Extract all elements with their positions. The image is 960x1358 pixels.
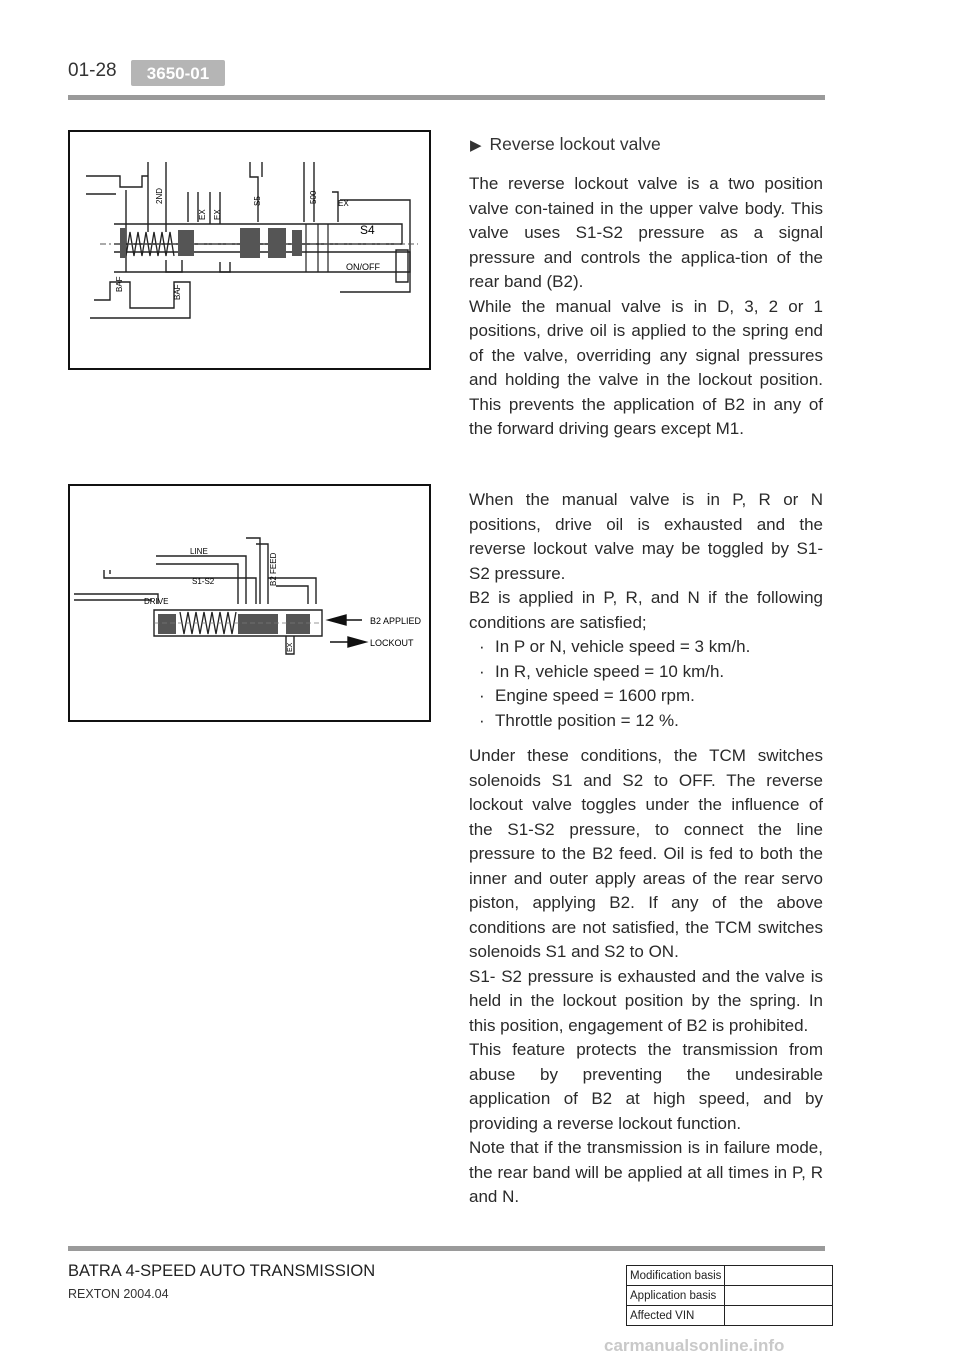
modification-basis-value [725,1266,833,1286]
section-code-badge: 3650-01 [131,60,225,86]
section-title-text: Reverse lockout valve [489,134,661,154]
modification-table [626,1265,833,1326]
paragraph-5: Under these conditions, the TCM switches solenoids S1 and S2 to OFF. The reverse lockout valve toggles under the influence of the S1-S2 pressure, to connect the line pressure to the B2 feed. Oil is fed to both the inner and outer apply areas of the rear servo piston, applying B2. If any of the above conditions are not satisfied, the TCM switches solenoids S1 and S2 to ON. [469,746,823,961]
triangle-bullet-icon: ▶ [470,137,482,154]
table-row [627,1306,833,1326]
application-basis-label: Application basis [627,1286,725,1306]
watermark: carmanualsonline.info [604,1336,785,1355]
fig2-label-b2applied: B2 APPLIED [370,616,422,626]
fig1-label-baf1: BAF [115,276,124,292]
paragraph-3: When the manual valve is in P, R or N positions, drive oil is exhausted and the reverse lockout valve may be toggled by S1-S2 pressure. [469,490,823,583]
fig1-label-ex1: EX [198,209,207,220]
fig2-label-lockout: LOCKOUT [370,638,414,648]
figure-s4-valve-diagram [68,130,431,370]
header-rule [68,95,825,100]
paragraph-6: S1- S2 pressure is exhausted and the valve is held in the lockout position by the spring. In this position, engagement of B2 is prohibited. [469,966,823,1035]
affected-vin-value [725,1306,833,1326]
text-block-3 [469,744,823,1210]
text-block-2 [469,488,823,733]
fig1-label-ex2: EX [213,209,222,220]
list-item: · In P or N, vehicle speed = 3 km/h. [469,635,823,660]
application-basis-value [725,1286,833,1306]
s4-valve-drawing [70,132,429,368]
paragraph-2: While the manual valve is in D, 3, 2 or 1 positions, drive oil is applied to the spring end of the valve, overriding any signal pressures and holding the valve in the lockout position. This prevents the application of B2 in any of the forward driving gears except M1. [469,296,823,438]
fig1-label-onoff: ON/OFF [346,262,380,272]
modification-basis-label: Modification basis [627,1266,725,1286]
fig2-label-s1s2: S1-S2 [192,577,215,586]
fig1-label-baf2: BAF [173,284,182,300]
condition-list [469,635,823,733]
fig1-label-2nd: 2ND [155,187,164,204]
fig1-label-ex3: EX [338,199,349,208]
list-item: · Engine speed = 1600 rpm. [469,684,823,709]
page-number: 01-28 [68,60,117,81]
fig1-label-500: 500 [309,190,318,204]
fig1-label-s4: S4 [360,223,375,237]
table-row [627,1286,833,1306]
bullet-dot: · [479,710,485,730]
footer-rule [68,1246,825,1251]
table-row [627,1266,833,1286]
footer-subtitle: REXTON 2004.04 [68,1287,169,1301]
fig2-label-line: LINE [190,547,208,556]
section-title [470,134,661,155]
bullet-dot: · [479,637,485,656]
paragraph-4: B2 is applied in P, R, and N if the following conditions are satisfied; [469,588,823,632]
fig2-label-ex: EX [287,642,294,652]
figure-reverse-lockout-valve-diagram [68,484,431,722]
fig2-label-drive: DRIVE [144,597,169,606]
bullet-dot: · [479,661,485,681]
footer-title: BATRA 4-SPEED AUTO TRANSMISSION [68,1262,376,1280]
bullet-dot: · [479,686,485,705]
lockout-valve-drawing [70,486,429,720]
paragraph-8: Note that if the transmission is in failure mode, the rear band will be applied at all times in P, R and N. [469,1138,823,1206]
affected-vin-label: Affected VIN [627,1306,725,1326]
paragraph-7: This feature protects the transmission from abuse by preventing the undesirable application of B2 at high speed, and by providing a reverse lockout function. [469,1040,823,1133]
fig1-label-s5: S5 [253,196,262,206]
fig2-label-b2feed: B2 FEED [269,552,278,586]
list-item: · Throttle position = 12 %. [469,709,823,734]
list-item: · In R, vehicle speed = 10 km/h. [469,660,823,685]
text-block-1 [469,172,823,442]
paragraph-1: The reverse lockout valve is a two position valve con-tained in the upper valve body. This valve uses S1-S2 pressure as a signal pressure and controls the applica-tion of the rear band (B2). [469,174,823,291]
